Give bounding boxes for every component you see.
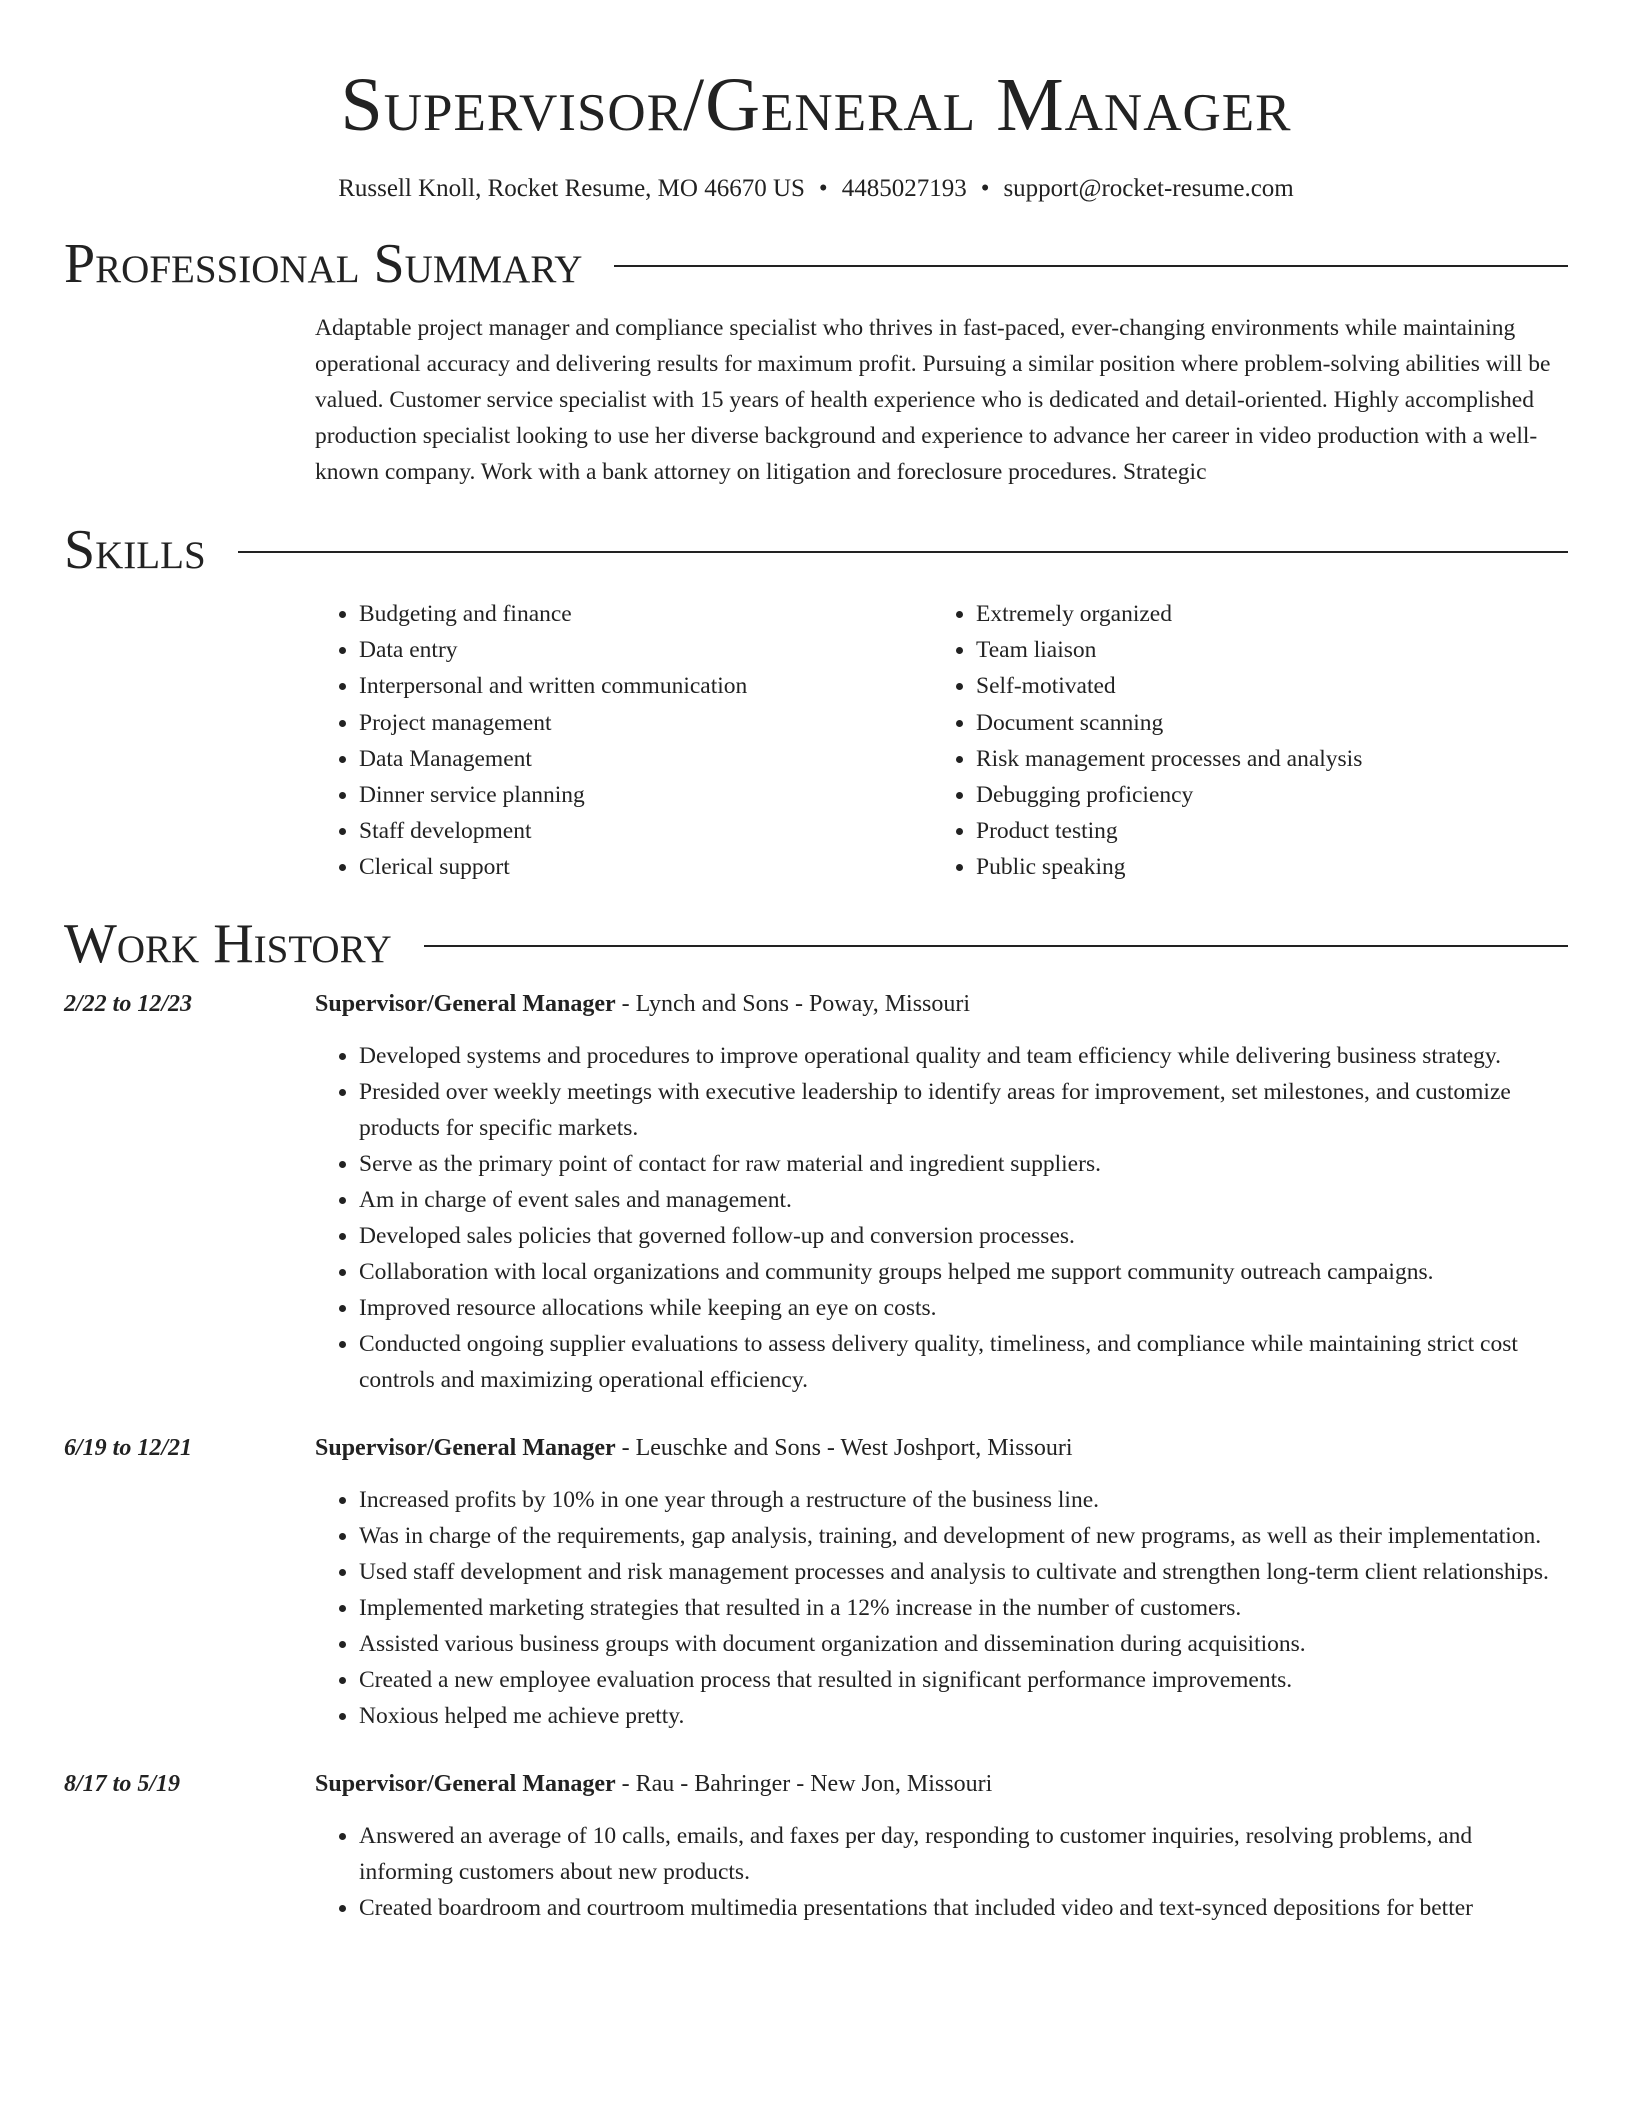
section-header: [64, 232, 1568, 296]
job-role: Supervisor/General Manager: [315, 1770, 616, 1797]
job-bullet: • Created a new employee evaluation process that resulted in significant performance improvements.: [359, 1662, 1568, 1698]
job-bullet: • Implemented marketing strategies that resulted in a 12% increase in the number of customers.: [359, 1590, 1568, 1626]
skill-item: • Clerical support: [359, 849, 932, 885]
contact-line: [64, 172, 1568, 206]
job-dates: 8/17 to 5/19: [64, 1770, 181, 1797]
contact-separator: •: [980, 175, 990, 202]
job-company: - Leuschke and Sons - West Joshport, Missouri: [615, 1434, 1073, 1461]
skill-item: • Self-motivated: [976, 668, 1549, 704]
skill-item: • Project management: [359, 705, 932, 741]
job-dates: 6/19 to 12/21: [64, 1434, 193, 1461]
job-bullets: [315, 1482, 1568, 1734]
skills-list-left: [315, 596, 932, 886]
work-history-section: [64, 912, 1568, 1926]
skill-item: • Public speaking: [976, 849, 1549, 885]
skills-grid: [315, 596, 1568, 886]
job-bullets: [315, 1818, 1568, 1926]
work-history-heading: Work History: [64, 912, 392, 975]
skills-heading: Skills: [64, 519, 206, 581]
job-entry: [64, 1766, 1568, 1926]
job-bullet: • Presided over weekly meetings with executive leadership to identify areas for improvement, set milestones, and customize products for specific markets.: [359, 1074, 1568, 1146]
skill-item: • Data Management: [359, 741, 932, 777]
skills-section: [64, 518, 1568, 886]
skills-list-right: [932, 596, 1549, 886]
job-bullet: • Noxious helped me achieve pretty.: [359, 1698, 1568, 1734]
job-bullet: • Collaboration with local organizations and community groups helped me support community outreach campaigns.: [359, 1254, 1568, 1290]
resume-title: Supervisor/General Manager: [340, 63, 1292, 147]
skill-item: • Debugging proficiency: [976, 777, 1549, 813]
skill-item: • Extremely organized: [976, 596, 1549, 632]
skill-item: • Risk management processes and analysis: [976, 741, 1549, 777]
skill-item: • Staff development: [359, 813, 932, 849]
job-bullet: • Improved resource allocations while keeping an eye on costs.: [359, 1290, 1568, 1326]
contact-separator: •: [818, 175, 828, 202]
skill-item: • Dinner service planning: [359, 777, 932, 813]
section-divider: [238, 551, 1568, 553]
job-heading: [315, 1430, 1568, 1466]
contact-address: Russell Knoll, Rocket Resume, MO 46670 US: [338, 175, 805, 202]
job-role: Supervisor/General Manager: [315, 990, 616, 1017]
section-header: [64, 518, 1568, 582]
section-divider: [424, 945, 1568, 947]
summary-section: [64, 232, 1568, 490]
job-company: - Lynch and Sons - Poway, Missouri: [615, 990, 971, 1017]
job-heading: [315, 1766, 1568, 1802]
job-bullet: • Serve as the primary point of contact for raw material and ingredient suppliers.: [359, 1146, 1568, 1182]
job-entry: [64, 1430, 1568, 1734]
job-bullet: • Was in charge of the requirements, gap analysis, training, and development of new programs, as well as their implementation.: [359, 1518, 1568, 1554]
summary-heading: Professional Summary: [64, 233, 583, 295]
job-bullet: • Am in charge of event sales and management.: [359, 1182, 1568, 1218]
job-company: - Rau - Bahringer - New Jon, Missouri: [615, 1770, 993, 1797]
skill-item: • Product testing: [976, 813, 1549, 849]
job-bullet: • Created boardroom and courtroom multimedia presentations that included video and text-synced depositions for better: [359, 1890, 1568, 1926]
skill-item: • Data entry: [359, 632, 932, 668]
skill-item: • Document scanning: [976, 705, 1549, 741]
contact-email: support@rocket-resume.com: [1003, 175, 1294, 202]
summary-text: Adaptable project manager and compliance specialist who thrives in fast-paced, ever-changing environments while maintaining operational accuracy and delivering results for maximum profit. Pursuing a similar position where problem-solving abilities will be valued. Customer service specialist with 15 years of health experience who is dedicated and detail-oriented. Highly accomplished production specialist looking to use her diverse background and experience to advance her career in video production with a well-known company. Work with a bank attorney on litigation and foreclosure procedures. Strategic: [315, 315, 1551, 485]
job-role: Supervisor/General Manager: [315, 1434, 616, 1461]
job-bullet: • Increased profits by 10% in one year through a restructure of the business line.: [359, 1482, 1568, 1518]
skill-item: • Budgeting and finance: [359, 596, 932, 632]
job-bullet: • Developed sales policies that governed follow-up and conversion processes.: [359, 1218, 1568, 1254]
section-header: [64, 912, 1568, 976]
job-bullets: [315, 1038, 1568, 1398]
job-bullet: • Assisted various business groups with document organization and dissemination during acquisitions.: [359, 1626, 1568, 1662]
skill-item: • Team liaison: [976, 632, 1549, 668]
section-divider: [614, 265, 1568, 267]
skill-item: • Interpersonal and written communication: [359, 668, 932, 704]
job-bullet: • Developed systems and procedures to improve operational quality and team efficiency while delivering business strategy.: [359, 1038, 1568, 1074]
job-bullet: • Conducted ongoing supplier evaluations to assess delivery quality, timeliness, and compliance while maintaining strict cost controls and maximizing operational efficiency.: [359, 1326, 1568, 1398]
job-bullet: • Answered an average of 10 calls, emails, and faxes per day, responding to customer inquiries, resolving problems, and informing customers about new products.: [359, 1818, 1568, 1890]
job-dates: 2/22 to 12/23: [64, 990, 193, 1017]
job-entry: [64, 986, 1568, 1398]
contact-phone: 4485027193: [841, 175, 967, 202]
job-bullet: • Used staff development and risk management processes and analysis to cultivate and strengthen long-term client relationships.: [359, 1554, 1568, 1590]
job-heading: [315, 986, 1568, 1022]
resume-page: [64, 0, 1568, 1926]
